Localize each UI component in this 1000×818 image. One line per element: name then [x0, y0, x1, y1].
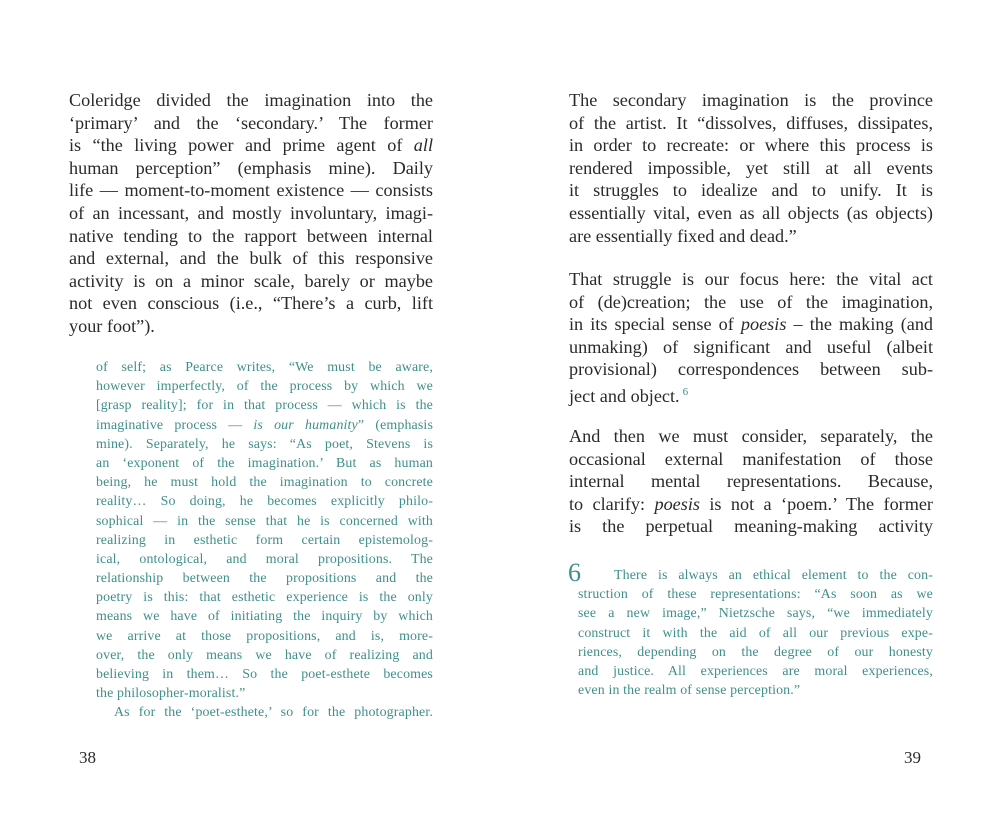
note-line: As for the ‘poet-esthete,’ so for the photographer.: [114, 705, 433, 721]
note-line: ical, ontological, and moral propositions. The: [96, 551, 433, 567]
note-block: [96, 358, 433, 723]
text-line: of (de)creation; the use of the imagination,: [569, 291, 933, 312]
right-page: [500, 0, 1000, 818]
text-line: native tending to the rapport between internal: [69, 225, 433, 246]
text-line: to clarify: poesis is not a ‘poem.’ The former: [569, 493, 933, 514]
note-line: of self; as Pearce writes, “We must be aware,: [96, 360, 433, 375]
text-line: And then we must consider, separately, the: [569, 426, 933, 446]
footnote-line: and justice. All experiences are moral experiences,: [578, 663, 933, 679]
note-line: realizing in esthetic form certain epistemolog-: [96, 532, 433, 548]
text-line: provisional) correspondences between sub-: [569, 359, 933, 380]
text-line: not even conscious (i.e., “There’s a curb, lift: [69, 293, 433, 314]
footnote-line: construct it with the aid of all our previous expe-: [578, 625, 933, 641]
footnote-marker: 6: [568, 558, 581, 587]
italic-emphasis: poesis: [654, 493, 700, 514]
text-line: are essentially fixed and dead.”: [569, 225, 797, 246]
page-number: 39: [904, 748, 921, 767]
note-line: an ‘exponent of the imagination.’ But as human: [96, 455, 433, 471]
text-line: of the artist. It “dissolves, diffuses, dissipates,: [569, 112, 933, 133]
text-line: internal mental representations. Because,: [569, 471, 933, 492]
note-line: believing in them… So the poet-esthete becomes: [96, 667, 433, 682]
text-line: in its special sense of poesis – the making (and: [569, 314, 934, 335]
footnote-reference[interactable]: 6: [682, 385, 689, 398]
text-line: human perception” (emphasis mine). Daily: [69, 157, 433, 178]
text-line: That struggle is our focus here: the vital act: [569, 269, 933, 289]
text-line: essentially vital, even as all objects (as objects): [569, 202, 933, 223]
note-line: means we have of initiating the inquiry by which: [96, 609, 433, 625]
text-line: is “the living power and prime agent of all: [69, 135, 433, 156]
paragraph-struggle: [569, 268, 933, 404]
note-line: sophical — in the sense that he is concerned with: [96, 513, 433, 529]
note-line: poetry is this: that esthetic experience is the only: [96, 590, 433, 606]
note-line: being, he must hold the imagination to concrete: [96, 475, 433, 491]
paragraph-secondary-imagination: [569, 89, 933, 247]
note-line: the philosopher-moralist.”: [96, 686, 246, 702]
note-line: however imperfectly, of the process by which we: [96, 379, 433, 395]
text-line: in order to recreate: or where this process is: [569, 135, 933, 156]
text-line: ject and object. $^6$: [569, 385, 689, 406]
footnote-line: riences, depending on the degree of our honesty: [578, 644, 933, 660]
text-line: rendered impossible, yet still at all events: [569, 157, 933, 178]
note-line: over, the only means we have of realizing and: [96, 647, 433, 663]
text-line: it struggles to idealize and to unify. It is: [569, 180, 933, 201]
text-line: occasional external manifestation of those: [569, 448, 933, 469]
text-line: ‘primary’ and the ‘secondary.’ The former: [69, 112, 433, 133]
note-line: we arrive at those propositions, and is, more-: [96, 628, 433, 644]
text-line: and external, and the bulk of this responsive: [69, 248, 433, 269]
page-number: 38: [79, 748, 96, 767]
note-line: relationship between the propositions and the: [96, 571, 433, 587]
text-line: your foot”).: [69, 315, 155, 336]
footnote-line: struction of these representations: “As soon as we: [578, 587, 933, 603]
italic-emphasis: is our humanity: [253, 417, 358, 433]
text-line: unmaking) of significant and useful (albeit: [569, 336, 933, 357]
text-line: life — moment-to-moment existence — consists: [69, 180, 433, 201]
paragraph-poesis: [569, 425, 933, 538]
note-line: [grasp reality]; for in that process — which is the: [96, 398, 433, 414]
text-line: activity is on a minor scale, barely or maybe: [69, 270, 433, 291]
text-line: Coleridge divided the imagination into the: [69, 90, 433, 110]
note-line: mine). Separately, he says: “As poet, Stevens is: [96, 436, 433, 452]
footnote-block: [578, 566, 933, 700]
note-line: reality… So doing, he becomes explicitly philo-: [96, 494, 433, 510]
italic-emphasis: all: [413, 135, 433, 156]
note-line: imaginative process — is our humanity” (emphasis: [96, 417, 433, 433]
footnote-line: There is always an ethical element to the con-: [614, 568, 933, 583]
main-paragraph: [69, 89, 433, 338]
text-line: of an incessant, and mostly involuntary, imagi-: [69, 202, 433, 223]
footnote-line: see a new image,” Nietzsche says, “we immediately: [578, 606, 933, 622]
text-line: is the perpetual meaning-making activity: [569, 516, 933, 537]
footnote-line: even in the realm of sense perception.”: [578, 683, 801, 699]
text-line: The secondary imagination is the province: [569, 90, 933, 110]
italic-emphasis: poesis: [740, 314, 787, 335]
